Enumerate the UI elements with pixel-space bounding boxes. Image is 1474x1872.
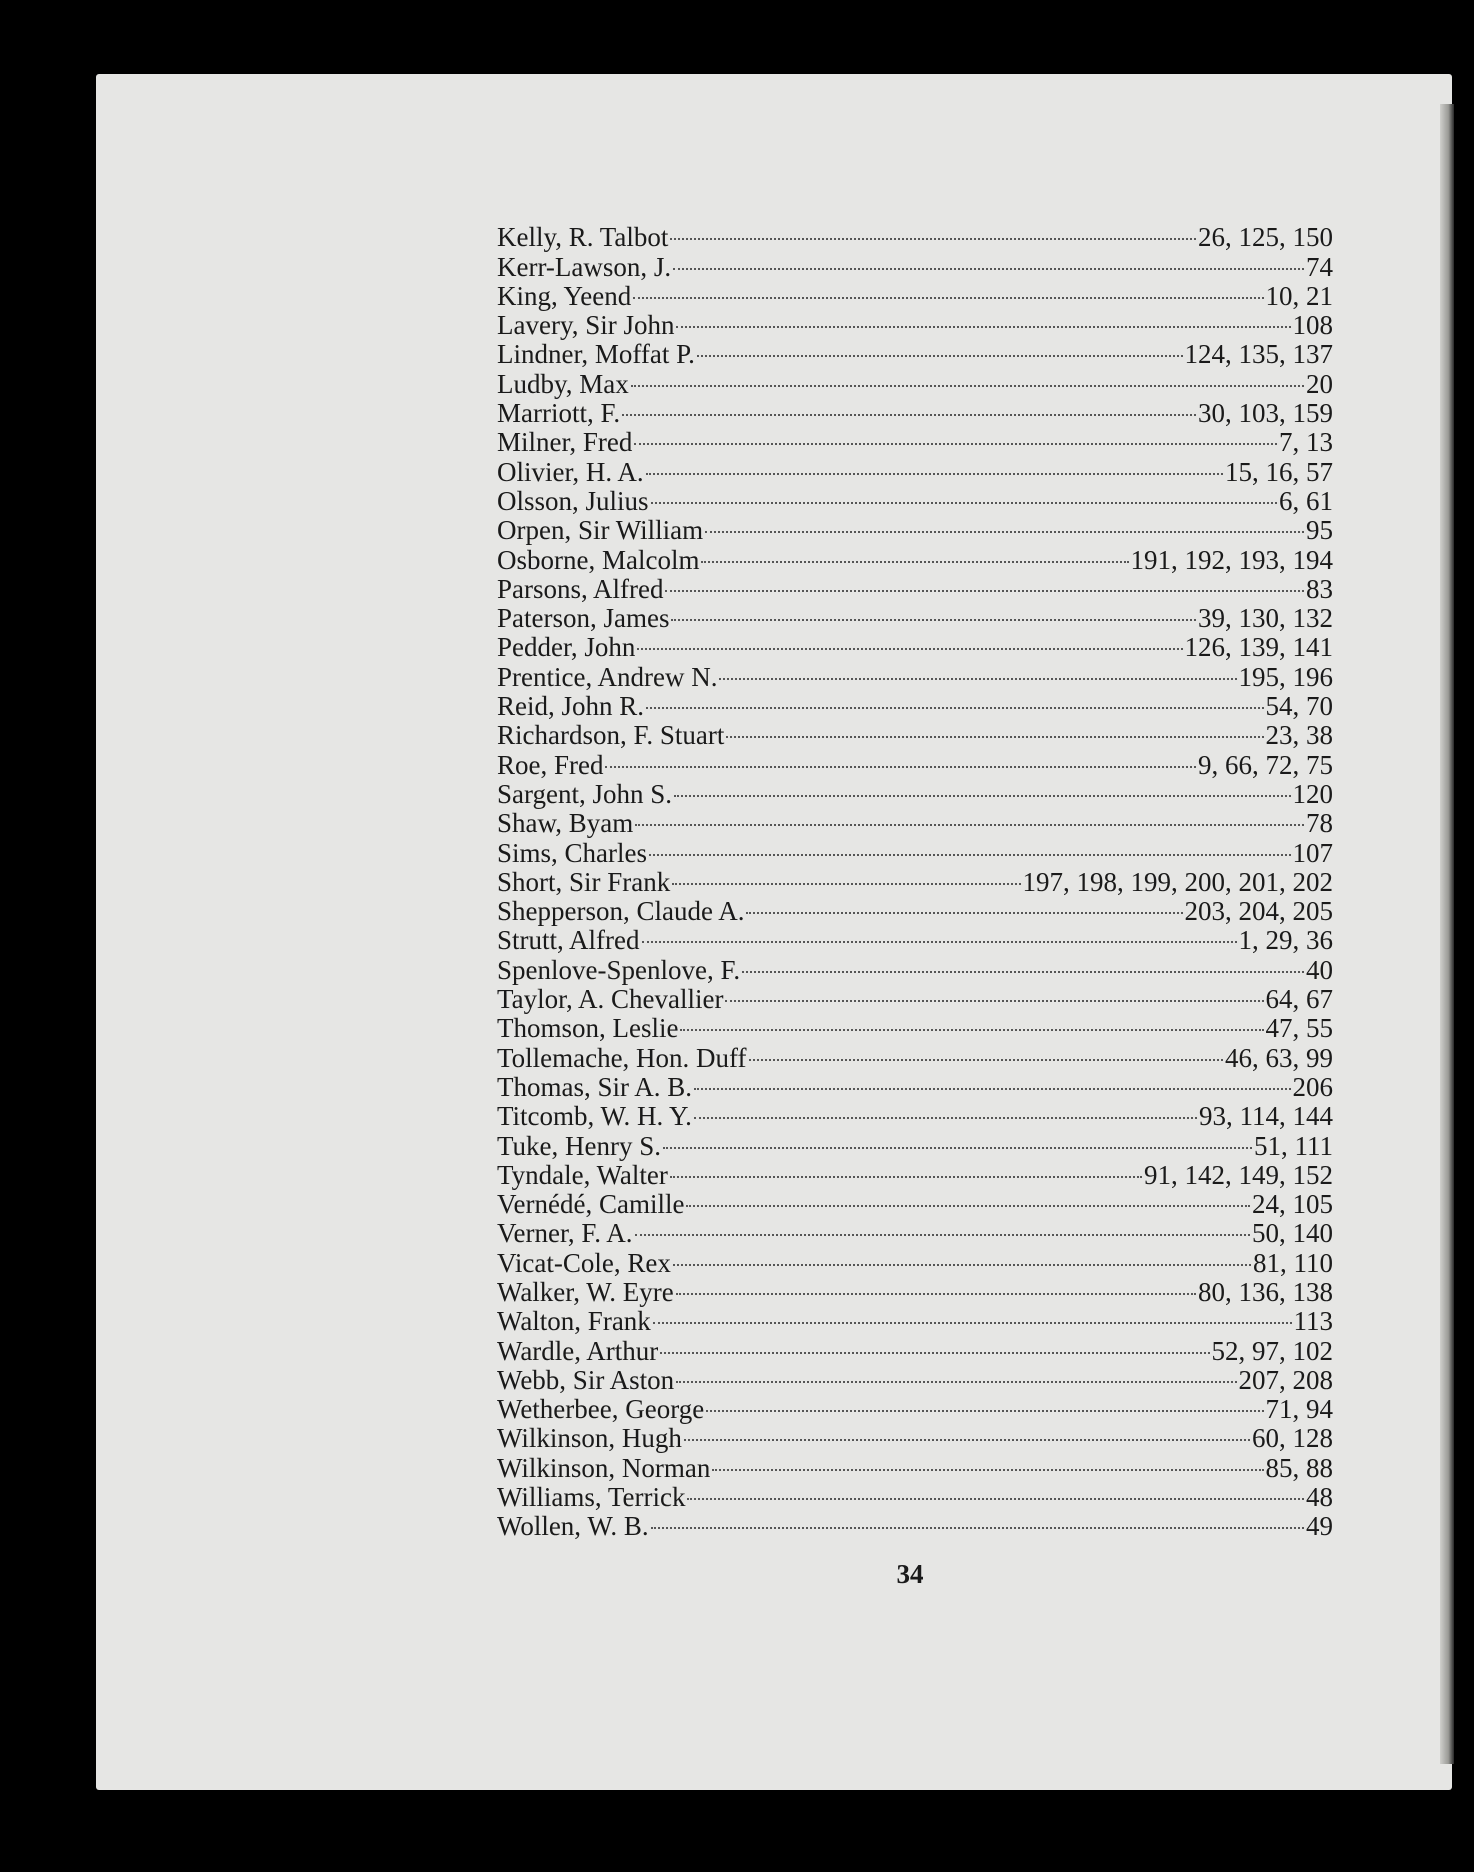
index-entry-pages: 206 [1292,1071,1333,1102]
index-entry-name: Paterson, James [497,603,670,634]
index-entry-pages: 191, 192, 193, 194 [1130,544,1333,575]
index-entry [497,598,1333,634]
index-entry-name: Orpen, Sir William [497,515,704,546]
index-entry-pages: 40 [1306,954,1333,985]
dot-leader [671,1242,1253,1271]
dot-leader [699,539,1130,568]
index-entry-name: Sargent, John S. [497,778,673,809]
dot-leader [747,1037,1225,1066]
index-entry-pages: 81, 110 [1253,1247,1333,1278]
index-entry-name: Lindner, Moffat P. [497,339,695,370]
index-entry-pages: 107 [1292,837,1333,868]
index-entry-pages: 1, 29, 36 [1238,925,1333,956]
index-entry-pages: 7, 13 [1279,427,1333,458]
dot-leader [620,393,1198,422]
index-entry-name: Wilkinson, Norman [497,1452,711,1483]
index-entry [497,393,1333,429]
index-entry-pages: 80, 136, 138 [1198,1276,1333,1307]
index-entry-pages: 85, 88 [1265,1452,1333,1483]
index-entry-name: Richardson, F. Stuart [497,720,725,751]
index-entry [497,334,1333,370]
index-entry-name: Wardle, Arthur [497,1335,659,1366]
index-entry [497,715,1333,751]
index-entry [497,481,1333,516]
index-entry-name: Lavery, Sir John [497,310,675,341]
index-entry-pages: 24, 105 [1252,1189,1333,1220]
index-entry-name: Tyndale, Walter [497,1159,668,1190]
index-entry [497,979,1333,1015]
index-entry-pages: 54, 70 [1265,691,1333,722]
index-entry-pages: 74 [1306,251,1333,282]
index-entry-pages: 120 [1292,778,1333,809]
dot-leader [740,949,1306,978]
index-entry-name: Webb, Sir Aston [497,1364,675,1395]
dot-leader [647,832,1292,861]
index-entry-name: Walker, W. Eyre [497,1276,674,1307]
index-entry [497,1301,1333,1337]
dot-leader [632,422,1279,451]
index-entry-name: Tollemache, Hon. Duff [497,1042,747,1073]
index-entry-pages: 197, 198, 199, 200, 201, 202 [1022,866,1333,897]
dot-leader [674,1272,1198,1301]
dot-leader [633,803,1306,832]
index-entry-pages: 48 [1306,1482,1333,1513]
index-entry-name: Shepperson, Claude A. [497,896,745,927]
index-entry [497,1506,1333,1542]
index-entry-name: Short, Sir Frank [497,866,671,897]
index-entry-name: Titcomb, W. H. Y. [497,1101,692,1132]
dot-leader [661,1125,1254,1154]
dot-leader [669,598,1198,627]
index-entry-pages: 78 [1306,808,1333,839]
index-entry-pages: 95 [1306,515,1333,546]
index-entry-pages: 9, 66, 72, 75 [1198,749,1333,780]
index-entry-name: Olivier, H. A. [497,456,644,487]
index-entry-pages: 50, 140 [1252,1218,1333,1249]
index-entry-pages: 10, 21 [1265,280,1333,311]
dot-leader [710,1447,1265,1476]
index-entry [497,510,1333,546]
index-entry-name: Sims, Charles [497,837,648,868]
index-entry-name: Reid, John R. [497,691,645,722]
index-entry-pages: 203, 204, 205 [1184,896,1333,927]
index-entry-pages: 20 [1306,368,1333,399]
index-entry-name: Verner, F. A. [497,1218,633,1249]
dot-leader [670,862,1022,891]
index-entry-pages: 108 [1292,310,1333,341]
index-entry-pages: 26, 125, 150 [1198,222,1333,253]
dot-leader [703,510,1306,539]
dot-leader [644,451,1225,480]
index-entry-pages: 51, 111 [1254,1130,1333,1161]
index-entry-name: Strutt, Alfred [497,925,640,956]
index-entry-name: Ludby, Max [497,368,629,399]
dot-leader [674,305,1292,334]
index-entry-name: Milner, Fred [497,427,633,458]
index-entry-name: Prentice, Andrew N. [497,661,718,692]
dot-leader [649,481,1279,510]
index-entry [497,1477,1333,1513]
dot-leader [672,774,1292,803]
page-edge-shadow [1440,104,1454,1764]
index-entry [497,1213,1333,1249]
index-entry-pages: 49 [1306,1511,1333,1542]
index-entry [497,774,1333,809]
index-entry-pages: 124, 135, 137 [1184,339,1333,370]
dot-leader [685,1477,1306,1506]
index-entry-name: Wilkinson, Hugh [497,1423,682,1454]
dot-leader [692,1096,1199,1125]
index-entry-name: Spenlove-Spenlove, F. [497,954,741,985]
dot-leader [649,1506,1306,1535]
dot-leader [635,627,1184,656]
index-entry-pages: 52, 97, 102 [1211,1335,1333,1366]
index-entry-name: Roe, Fred [497,749,604,780]
index-entry-pages: 64, 67 [1265,984,1333,1015]
dot-leader [717,656,1238,685]
dot-leader [651,1301,1294,1330]
index-entry [497,1184,1333,1220]
index-entry-pages: 30, 103, 159 [1198,398,1333,429]
index-entry-pages: 47, 55 [1265,1013,1333,1044]
dot-leader [603,744,1198,773]
index-entry-pages: 23, 38 [1265,720,1333,751]
index-entry-name: Shaw, Byam [497,808,634,839]
index-entry-pages: 195, 196 [1238,661,1333,692]
index-entry-pages: 207, 208 [1238,1364,1333,1395]
index-entry [497,891,1333,927]
index-entry-pages: 113 [1293,1306,1333,1337]
dot-leader [704,1389,1265,1418]
dot-leader [678,1008,1265,1037]
index-entry [497,744,1333,780]
dot-leader [674,1360,1238,1389]
index-entry-name: Vicat-Cole, Rex [497,1247,671,1278]
index-entry-name: Wollen, W. B. [497,1511,649,1542]
index-entry-name: Parsons, Alfred [497,573,664,604]
index-entry-name: Taylor, A. Chevallier [497,984,724,1015]
dot-leader [723,979,1265,1008]
artist-index-list [497,217,1333,1542]
index-entry-name: Walton, Frank [497,1306,651,1337]
index-entry-name: Thomas, Sir A. B. [497,1071,693,1102]
index-entry-name: Tuke, Henry S. [497,1130,662,1161]
index-entry-name: Thomson, Leslie [497,1013,679,1044]
index-entry-name: Osborne, Malcolm [497,544,700,575]
dot-leader [631,276,1265,305]
index-entry-pages: 15, 16, 57 [1225,456,1333,487]
index-entry [497,686,1333,722]
index-entry-name: Marriott, F. [497,398,621,429]
dot-leader [744,891,1184,920]
index-entry-pages: 93, 114, 144 [1199,1101,1333,1132]
index-entry-name: Kerr-Lawson, J. [497,251,672,282]
dot-leader [695,334,1185,363]
index-entry [497,1418,1333,1454]
index-entry [497,1096,1333,1132]
index-entry-pages: 83 [1306,573,1333,604]
index-entry-name: Pedder, John [497,632,636,663]
index-entry [497,1272,1333,1307]
index-entry-pages: 6, 61 [1279,485,1333,516]
dot-leader [640,920,1239,949]
index-entry-pages: 91, 142, 149, 152 [1144,1159,1333,1190]
index-entry-name: Olsson, Julius [497,485,649,516]
dot-leader [633,1213,1253,1242]
index-entry-name: Vernédé, Camille [497,1189,685,1220]
index-entry [497,803,1333,839]
dot-leader [644,686,1265,715]
index-entry [497,1389,1333,1425]
index-entry-name: Kelly, R. Talbot [497,222,669,253]
dot-leader [668,217,1198,246]
dot-leader [658,1330,1211,1359]
index-entry-pages: 71, 94 [1265,1394,1333,1425]
index-entry-pages: 126, 139, 141 [1184,632,1333,663]
index-entry [497,305,1333,341]
dot-leader [684,1184,1252,1213]
index-entry-pages: 46, 63, 99 [1225,1042,1333,1073]
dot-leader [692,1067,1292,1096]
index-entry-name: Williams, Terrick [497,1482,686,1513]
index-entry-name: King, Yeend [497,280,632,311]
dot-leader [668,1155,1144,1184]
index-entry-pages: 39, 130, 132 [1198,603,1333,634]
index-entry [497,422,1333,458]
index-entry [497,1008,1333,1044]
dot-leader [629,363,1306,392]
index-entry [497,217,1333,253]
dot-leader [671,246,1306,275]
index-entry-pages: 60, 128 [1252,1423,1333,1454]
index-entry-name: Wetherbee, George [497,1394,705,1425]
index-entry [497,920,1333,956]
page-number: 34 [896,1559,924,1589]
index-entry [497,627,1333,663]
dot-leader [663,569,1306,598]
dot-leader [682,1418,1252,1447]
dot-leader [724,715,1265,744]
